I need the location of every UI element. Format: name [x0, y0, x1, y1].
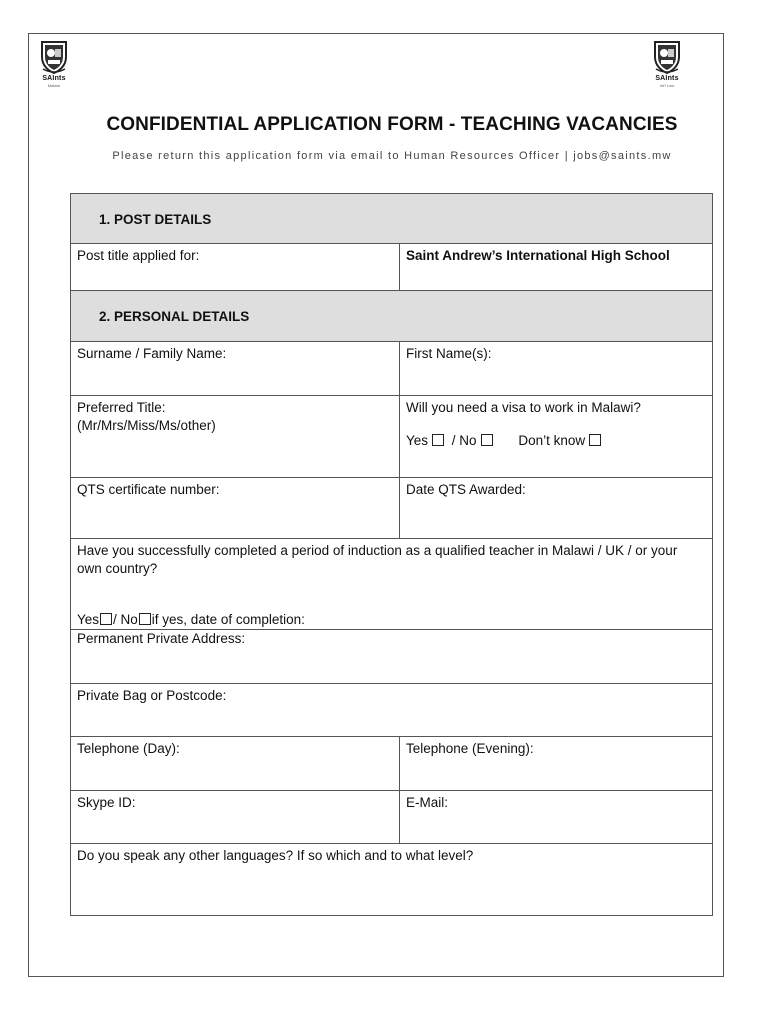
- logo-subtext: Malawi: [47, 83, 61, 88]
- visa-no-checkbox[interactable]: [481, 434, 493, 446]
- row-title-visa: [71, 396, 712, 478]
- form-subtitle: Please return this application form via email to Human Resources Officer | jobs@saints.mw: [112, 150, 672, 162]
- section-personal-details: [71, 291, 712, 342]
- qts-number-field[interactable]: QTS certificate number:: [71, 478, 400, 538]
- row-skype-email: [71, 791, 712, 844]
- row-post-title: [71, 244, 712, 291]
- induction-no-checkbox[interactable]: [139, 613, 151, 625]
- form-title: CONFIDENTIAL APPLICATION FORM - TEACHING VACANCIES: [106, 114, 678, 135]
- row-names: [71, 342, 712, 396]
- visa-question: Will you need a visa to work in Malawi?: [406, 400, 641, 415]
- induction-options: [77, 611, 305, 629]
- telephone-day-field[interactable]: Telephone (Day):: [71, 737, 400, 790]
- visa-dont-know-checkbox[interactable]: [589, 434, 601, 446]
- row-address: [71, 630, 712, 684]
- crest-icon: [652, 39, 682, 75]
- address-field[interactable]: Permanent Private Address:: [77, 631, 246, 646]
- logo-subtext: Int'l Law: [659, 83, 675, 88]
- induction-yes-checkbox[interactable]: [100, 613, 112, 625]
- section-heading: 1. POST DETAILS: [99, 212, 212, 227]
- visa-no-label: / No: [451, 433, 477, 448]
- telephone-evening-field[interactable]: Telephone (Evening):: [406, 741, 534, 756]
- logo-text: SAInts: [655, 75, 679, 82]
- visa-dont-know-label: Don’t know: [518, 433, 586, 448]
- visa-yes-checkbox[interactable]: [432, 434, 444, 446]
- induction-field: [71, 539, 712, 629]
- languages-field[interactable]: Do you speak any other languages? If so which and to what level?: [77, 848, 474, 863]
- section-post-details: [71, 194, 712, 244]
- induction-yes-label: Yes: [77, 612, 100, 627]
- section-heading: 2. PERSONAL DETAILS: [99, 309, 250, 324]
- induction-question: Have you successfully completed a period of induction as a qualified teacher in Malawi / UK / or your own country?: [77, 543, 678, 576]
- school-logo-right: [649, 39, 685, 88]
- post-title-value[interactable]: Saint Andrew’s International High School: [406, 248, 670, 263]
- application-form-table: [70, 193, 713, 916]
- surname-field[interactable]: Surname / Family Name:: [71, 342, 400, 395]
- visa-field: [400, 396, 712, 477]
- school-logo-left: [36, 39, 72, 88]
- preferred-title-label: Preferred Title:: [77, 400, 166, 415]
- form-page: [28, 33, 724, 977]
- qts-date-field[interactable]: Date QTS Awarded:: [406, 482, 526, 497]
- row-induction: [71, 539, 712, 630]
- preferred-title-field[interactable]: [71, 396, 400, 477]
- logo-text: SAInts: [42, 75, 66, 82]
- induction-date-label: if yes, date of completion:: [151, 612, 305, 627]
- postcode-field[interactable]: Private Bag or Postcode:: [77, 688, 227, 703]
- email-field[interactable]: E-Mail:: [406, 795, 449, 810]
- row-qts: [71, 478, 712, 539]
- row-telephone: [71, 737, 712, 791]
- row-postcode: [71, 684, 712, 737]
- visa-yes-label: Yes: [406, 433, 429, 448]
- post-title-label: Post title applied for:: [71, 244, 400, 290]
- crest-icon: [39, 39, 69, 75]
- preferred-title-hint: (Mr/Mrs/Miss/Ms/other): [77, 418, 216, 433]
- first-name-field[interactable]: First Name(s):: [406, 346, 492, 361]
- visa-options: [406, 432, 706, 450]
- skype-field[interactable]: Skype ID:: [71, 791, 400, 843]
- induction-no-label: / No: [113, 612, 138, 627]
- row-languages: [71, 844, 712, 915]
